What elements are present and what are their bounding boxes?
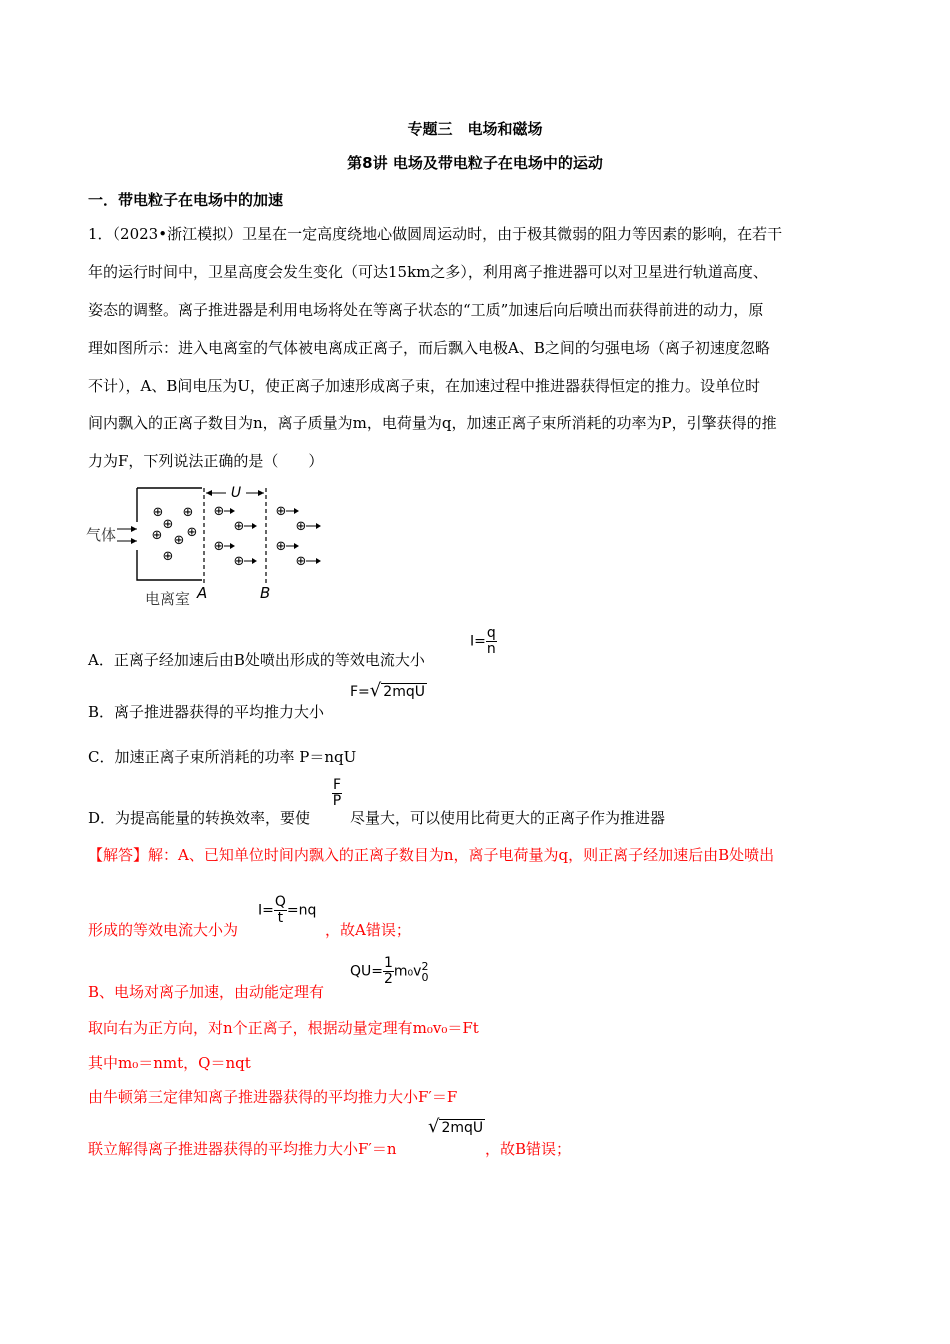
- question-line-6: 间内飘入的正离子数目为n，离子质量为m，电荷量为q，加速正离子束所消耗的功率为P，引擎获得的推: [88, 414, 777, 432]
- lecture-title: 第8讲 电场及带电粒子在电场中的运动: [347, 154, 603, 172]
- ion: ⊕: [151, 528, 163, 543]
- option-d-text-after: 尽量大，可以使用比荷更大的正离子作为推进器: [350, 809, 666, 827]
- ion: ⊕: [275, 504, 287, 519]
- solution-line-4: 取向右为正方向，对n个正离子，根据动量定理有m₀v₀＝Ft: [88, 1019, 479, 1037]
- topic-title: 专题三 电场和磁场: [407, 120, 543, 138]
- ion: ⊕: [295, 519, 307, 534]
- voltage-label: U: [230, 485, 242, 501]
- ion-thruster-diagram: [85, 480, 335, 610]
- chamber-label: 电离室: [145, 590, 191, 608]
- chamber-ions: [152, 505, 198, 564]
- question-line-3: 姿态的调整。离子推进器是利用电场将处在等离子状态的“工质”加速后向后喷出而获得前进的动力，原: [88, 301, 764, 319]
- solution-line-1: 【解答】解：A、已知单位时间内飘入的正离子数目为n，离子电荷量为q，则正离子经加速后由B处喷出: [88, 846, 775, 864]
- option-d-text-before: D．为提高能量的转换效率，要使: [88, 809, 311, 827]
- ion: ⊕: [162, 517, 174, 532]
- option-c: C．加速正离子束所消耗的功率 P＝nqU: [88, 748, 357, 766]
- option-b-formula: F= √ 2mqU: [350, 680, 425, 701]
- solution-line-2-text: 形成的等效电流大小为: [88, 921, 239, 939]
- accelerated-ions: [214, 504, 321, 569]
- solution-line-2-after: ，故A错误；: [325, 921, 411, 939]
- option-a: [88, 650, 425, 670]
- ion: ⊕: [295, 554, 307, 569]
- electrode-b-label: B: [260, 584, 271, 602]
- question-line-2: 年的运行时间中，卫星高度会发生变化（可达15km之多），利用离子推进器可以对卫星进行轨道高度、: [88, 263, 768, 281]
- question-line-7: 力为F，下列说法正确的是（ ）: [88, 452, 324, 470]
- question-line-4: 理如图所示：进入电离室的气体被电离成正离子，而后飘入电极A、B之间的匀强电场（离子初速度忽略: [88, 339, 770, 357]
- option-a-formula: I= $\frac{q}{n}$: [470, 625, 496, 657]
- question-line-1: 1．（2023•浙江模拟）卫星在一定高度绕地心做圆周运动时，由于极其微弱的阻力等因素的影响，在若干: [88, 225, 783, 243]
- ion: ⊕: [173, 533, 185, 548]
- solution-energy-formula: QU= $\frac{1}{2}$ m₀v 2 0: [350, 955, 429, 987]
- solution-line-3-text: B、电场对离子加速，由动能定理有: [88, 983, 325, 1001]
- solution-thrust-formula: √ 2mqU: [428, 1116, 484, 1137]
- solution-line-7-text: 联立解得离子推进器获得的平均推力大小F′＝n: [88, 1140, 397, 1158]
- gas-label: 气体: [86, 526, 117, 544]
- option-d: [88, 808, 310, 828]
- ion: ⊕: [186, 525, 198, 540]
- option-b: [88, 702, 324, 722]
- ion: ⊕: [275, 539, 287, 554]
- ion: ⊕: [162, 549, 174, 564]
- option-a-text: A．正离子经加速后由B处喷出形成的等效电流大小: [88, 651, 425, 669]
- solution-line-7-after: ，故B错误；: [485, 1140, 572, 1158]
- ion: ⊕: [213, 539, 225, 554]
- option-b-text: B．离子推进器获得的平均推力大小: [88, 703, 325, 721]
- option-d-formula: $\frac{F}{P}$: [332, 777, 342, 809]
- solution-line-5: 其中m₀＝nmt，Q＝nqt: [88, 1054, 251, 1072]
- electrode-a-label: A: [197, 584, 208, 602]
- section-heading: 一．带电粒子在电场中的加速: [88, 191, 284, 209]
- ion: ⊕: [233, 554, 245, 569]
- solution-line-6: 由牛顿第三定律知离子推进器获得的平均推力大小F′＝F: [88, 1088, 458, 1106]
- ion: ⊕: [233, 519, 245, 534]
- solution-current-formula: I= $\frac{Q}{t}$ =nq: [258, 894, 317, 926]
- ion: ⊕: [152, 505, 164, 520]
- question-line-5: 不计），A、B间电压为U，使正离子加速形成离子束，在加速过程中推进器获得恒定的推力。设单位时: [88, 377, 761, 395]
- ion: ⊕: [182, 505, 194, 520]
- ion: ⊕: [213, 504, 225, 519]
